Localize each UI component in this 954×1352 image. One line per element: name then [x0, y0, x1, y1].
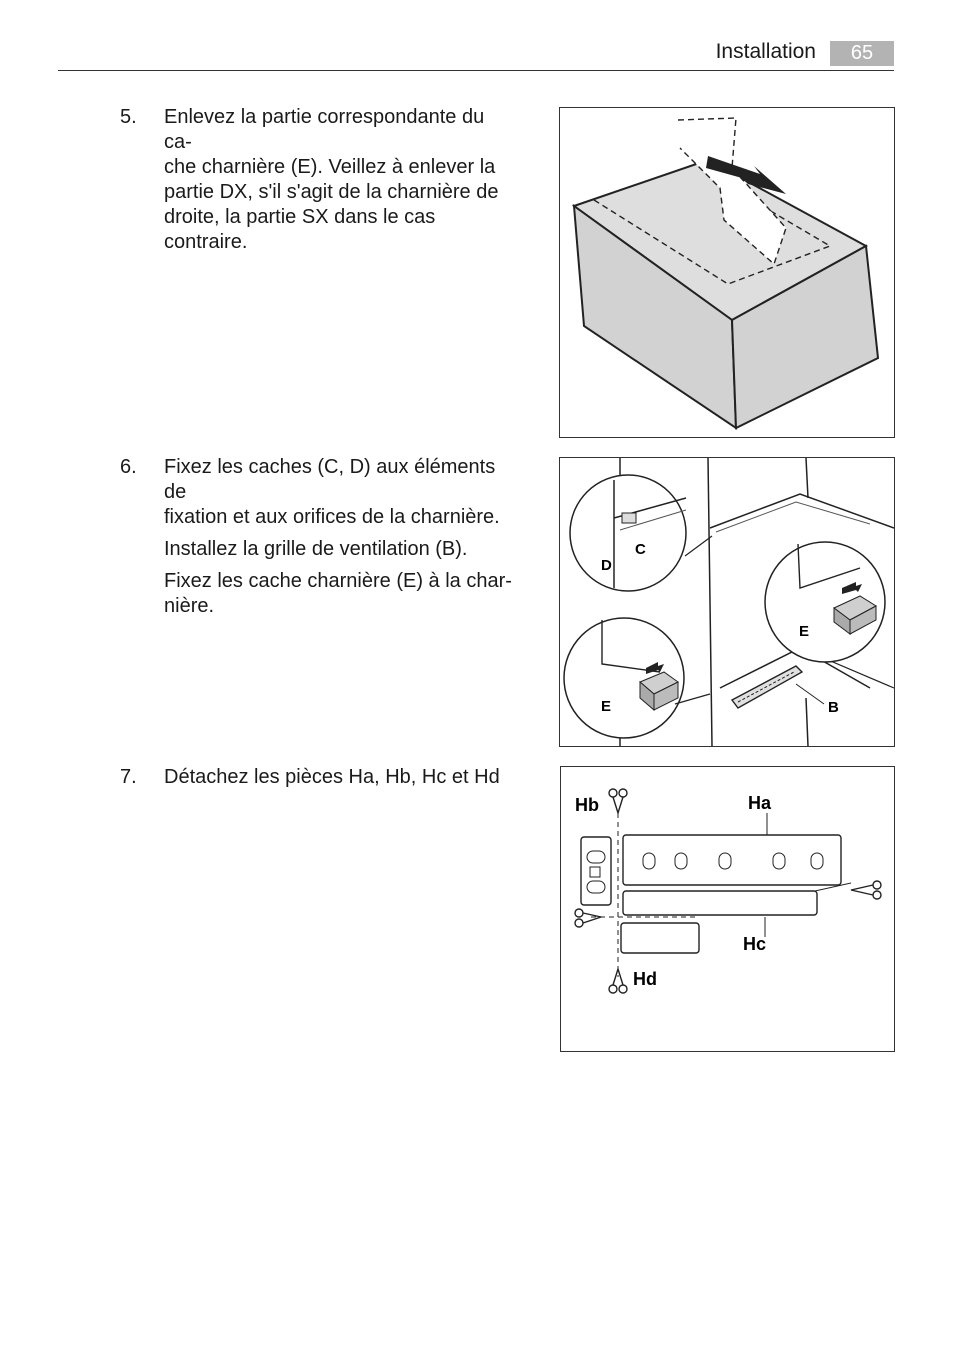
vent-grille: [732, 666, 802, 708]
running-header-title: Installation: [715, 40, 816, 63]
piece-hb: [581, 837, 611, 905]
step-text: [164, 105, 516, 255]
label-e-top: E: [799, 623, 810, 640]
page-number: 65: [830, 41, 894, 66]
figure-hinge-cover: [559, 107, 895, 438]
caps-grille-illustration: [560, 458, 894, 746]
label-hd: Hd: [633, 969, 657, 989]
piece-hc: [623, 891, 817, 915]
step-line: Détachez les pièces Ha, Hb, Hc et Hd: [164, 766, 500, 788]
piece-ha: [623, 835, 841, 885]
step-line: Fixez les cache charnière (E) à la char-: [164, 570, 512, 592]
step-line: che charnière (E). Veillez à enlever la: [164, 156, 496, 178]
label-ha: Ha: [748, 793, 772, 813]
step-number: 5.: [120, 106, 137, 128]
scissors-icon: [575, 909, 601, 927]
step-line: Fixez les caches (C, D) aux éléments de: [164, 456, 496, 503]
scissors-icon: [609, 969, 627, 993]
step-number: 6.: [120, 456, 137, 478]
step-paragraph: [164, 455, 516, 530]
figure-caps-grille: [559, 457, 895, 747]
step-number: 7.: [120, 766, 137, 788]
step-paragraph: Installez la grille de ventilation (B).: [164, 538, 468, 560]
label-b: B: [828, 699, 839, 716]
piece-hd: [621, 923, 699, 953]
detach-pieces-illustration: [561, 767, 894, 1051]
step-line: fixation et aux orifices de la charnière.: [164, 506, 500, 528]
label-hb: Hb: [575, 795, 599, 815]
label-c: C: [635, 541, 646, 558]
step-text: [164, 455, 516, 619]
label-d: D: [601, 557, 612, 574]
scissors-icon: [851, 881, 881, 899]
header-divider: [58, 70, 894, 71]
figure-detach-pieces: [560, 766, 895, 1052]
step-line: Enlevez la partie correspondante du ca-: [164, 106, 485, 153]
step-text: [164, 765, 516, 790]
label-e-bottom: E: [601, 698, 612, 715]
label-hc: Hc: [743, 934, 767, 954]
scissors-icon: [609, 789, 627, 813]
step-line: nière.: [164, 595, 215, 617]
step-line: droite, la partie SX dans le cas contraire.: [164, 206, 436, 253]
step-line: partie DX, s'il s'agit de la charnière de: [164, 181, 499, 203]
step-paragraph: [164, 569, 516, 619]
hinge-cover-illustration: [560, 108, 894, 437]
